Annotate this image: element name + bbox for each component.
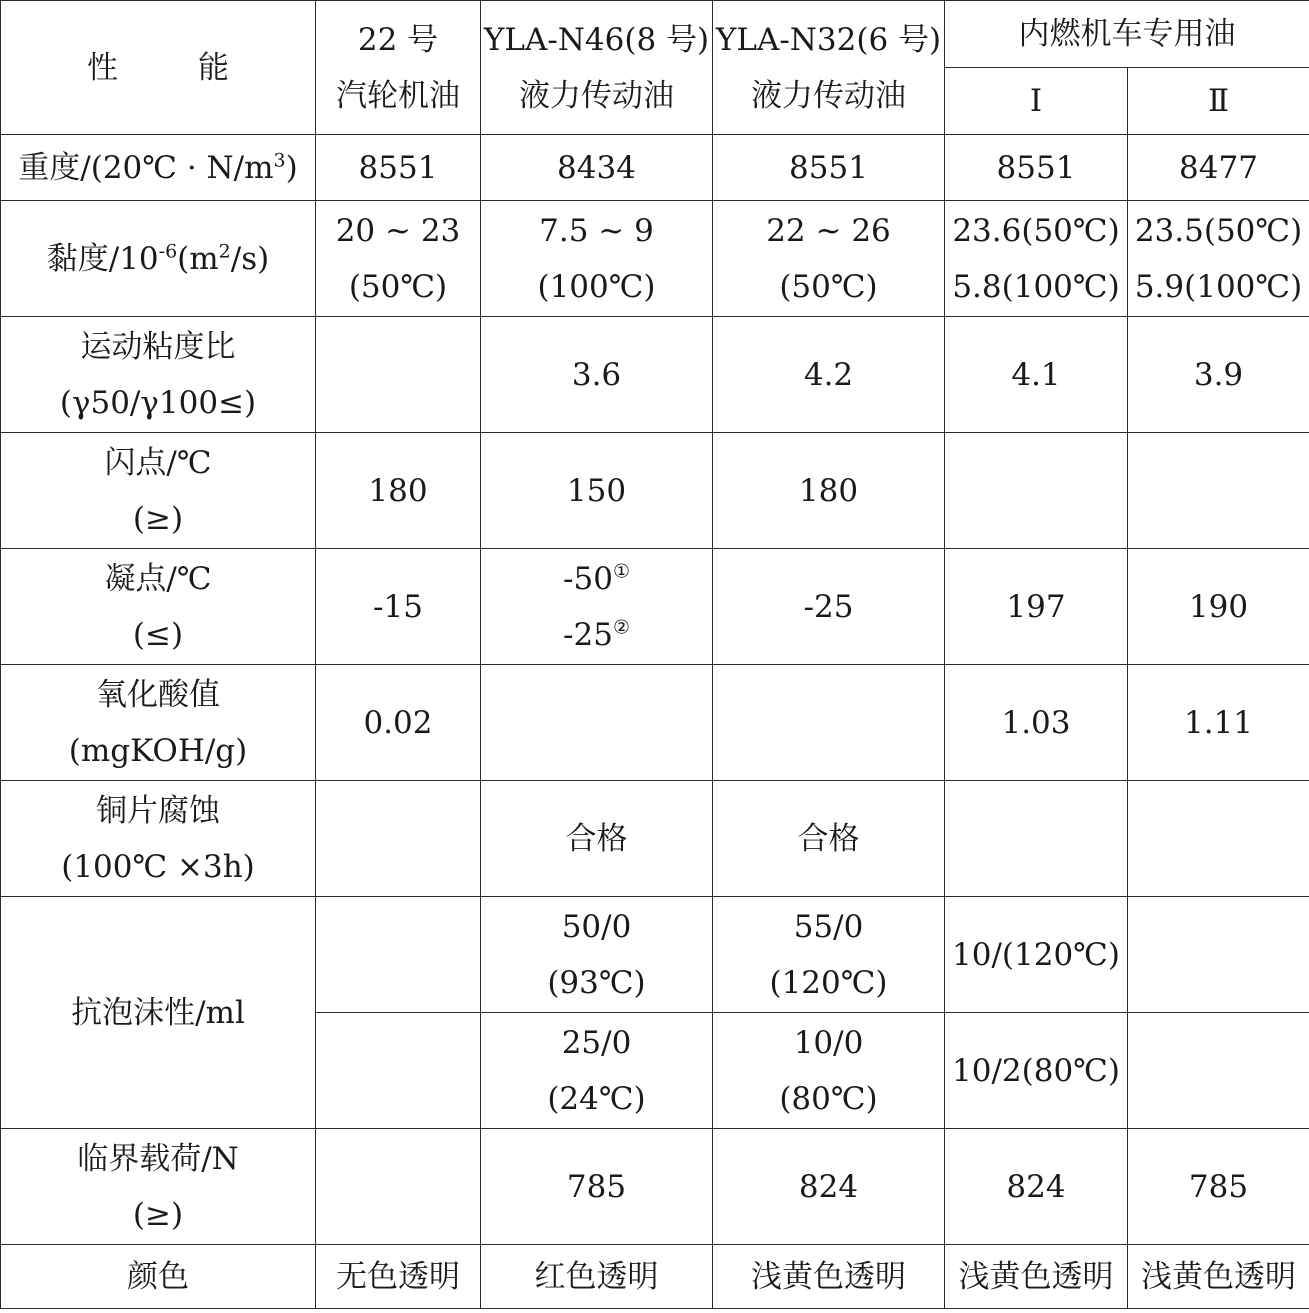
row-pour-point: [1, 549, 1309, 665]
foam-cell: [713, 1013, 945, 1129]
row-load-label: [1, 1129, 316, 1245]
foam-cell: 10/2(80℃): [945, 1013, 1128, 1129]
header-row-1: [1, 1, 1309, 68]
header-col2-line1: YLA-N46(8 号): [483, 21, 710, 58]
row-anti-foam-1: [1, 897, 1309, 1013]
flash-cell: [1128, 433, 1309, 549]
flash-label-line1: 闪点/℃: [104, 444, 212, 481]
ratio-label-line2: (γ50/γ100≤): [59, 384, 257, 421]
acid-cell: 0.02: [316, 665, 481, 781]
row-copper-label: [1, 781, 316, 897]
weight-cell: 8551: [316, 135, 481, 201]
viscosity-temp: 5.9(100℃): [1134, 268, 1303, 305]
acid-label-line2: (mgKOH/g): [68, 732, 248, 769]
header-property: [1, 1, 316, 135]
foam-value: 25/0: [561, 1024, 632, 1061]
color-cell: 浅黄色透明: [945, 1245, 1128, 1309]
ratio-cell: 4.2: [713, 317, 945, 433]
header-col-yla-n32: [713, 1, 945, 135]
copper-cell: 合格: [481, 781, 713, 897]
load-cell: [316, 1129, 481, 1245]
color-cell: 浅黄色透明: [1128, 1245, 1309, 1309]
header-sub-1: Ⅰ: [945, 68, 1128, 135]
flash-cell: 180: [316, 433, 481, 549]
row-color-label: 颜色: [1, 1245, 316, 1309]
weight-label-close: ): [285, 149, 298, 186]
viscosity-temp: (100℃): [537, 268, 656, 305]
foam-temp: (80℃): [779, 1080, 878, 1117]
row-acid-label: [1, 665, 316, 781]
pour-cell: -15: [316, 549, 481, 665]
flash-cell: 150: [481, 433, 713, 549]
viscosity-temp: (50℃): [348, 268, 448, 305]
ratio-cell: 4.1: [945, 317, 1128, 433]
pour-cell: 197: [945, 549, 1128, 665]
load-cell: 824: [945, 1129, 1128, 1245]
weight-label-sup: 3: [273, 149, 286, 172]
foam-cell: [713, 897, 945, 1013]
row-viscosity-label: [1, 201, 316, 317]
weight-cell: 8477: [1128, 135, 1309, 201]
header-sub-2: Ⅱ: [1128, 68, 1309, 135]
header-col-yla-n46: [481, 1, 713, 135]
footnote-mark-2: ②: [612, 616, 630, 639]
footnote-mark-1: ①: [612, 560, 630, 583]
row-pour-label: [1, 549, 316, 665]
header-col3-line2: 液力传动油: [751, 77, 906, 114]
viscosity-label-text: 黏度/10: [46, 240, 159, 277]
header-col1-line2: 汽轮机油: [336, 77, 460, 114]
foam-temp: (120℃): [769, 964, 888, 1001]
weight-cell: 8551: [945, 135, 1128, 201]
viscosity-cell: [316, 201, 481, 317]
pour-cell: 190: [1128, 549, 1309, 665]
row-ratio-label: [1, 317, 316, 433]
viscosity-label-sup2: 2: [218, 240, 231, 263]
copper-cell: [945, 781, 1128, 897]
load-cell: 785: [1128, 1129, 1309, 1245]
acid-cell: [481, 665, 713, 781]
copper-cell: 合格: [713, 781, 945, 897]
row-flash-point: [1, 433, 1309, 549]
viscosity-label-sup: -6: [158, 240, 178, 263]
copper-cell: [316, 781, 481, 897]
header-property-char1: 性: [87, 49, 118, 86]
row-flash-label: [1, 433, 316, 549]
color-cell: 无色透明: [316, 1245, 481, 1309]
viscosity-value: 23.5(50℃): [1134, 212, 1303, 249]
viscosity-label-close: /s): [230, 240, 270, 277]
acid-cell: 1.11: [1128, 665, 1309, 781]
pour-label-line2: (≤): [132, 616, 184, 653]
foam-value: 50/0: [561, 908, 632, 945]
copper-label-line2: (100℃ ×3h): [61, 848, 255, 885]
viscosity-value: 22 ~ 26: [766, 212, 891, 249]
color-cell: 红色透明: [481, 1245, 713, 1309]
viscosity-cell: [481, 201, 713, 317]
ratio-cell: [316, 317, 481, 433]
weight-cell: 8551: [713, 135, 945, 201]
acid-label-line1: 氧化酸值: [96, 676, 220, 713]
header-col2-line2: 液力传动油: [519, 77, 674, 114]
weight-cell: 8434: [481, 135, 713, 201]
foam-cell: 10/(120℃): [945, 897, 1128, 1013]
row-acid-value: [1, 665, 1309, 781]
row-critical-load: [1, 1129, 1309, 1245]
foam-cell: [481, 897, 713, 1013]
acid-cell: 1.03: [945, 665, 1128, 781]
viscosity-cell: [1128, 201, 1309, 317]
color-cell: 浅黄色透明: [713, 1245, 945, 1309]
foam-cell: [1128, 1013, 1309, 1129]
copper-label-line1: 铜片腐蚀: [96, 792, 220, 829]
weight-label-text: 重度/(20℃ · N/m: [18, 149, 274, 186]
header-col3-line1: YLA-N32(6 号): [715, 21, 942, 58]
row-foam-label: 抗泡沫性/ml: [1, 897, 316, 1129]
load-label-line2: (≥): [132, 1196, 184, 1233]
flash-cell: 180: [713, 433, 945, 549]
foam-cell: [316, 897, 481, 1013]
pour-value-a: [481, 551, 712, 607]
row-viscosity-ratio: [1, 317, 1309, 433]
pour-cell: -25: [713, 549, 945, 665]
ratio-cell: 3.9: [1128, 317, 1309, 433]
foam-cell: [481, 1013, 713, 1129]
pour-value-b: [481, 607, 712, 663]
row-color: [1, 1245, 1309, 1309]
copper-cell: [1128, 781, 1309, 897]
pour-cell: [481, 549, 713, 665]
viscosity-cell: [713, 201, 945, 317]
row-viscosity: [1, 201, 1309, 317]
viscosity-temp: 5.8(100℃): [952, 268, 1120, 305]
viscosity-cell: [945, 201, 1128, 317]
load-label-line1: 临界载荷/N: [77, 1140, 239, 1177]
flash-cell: [945, 433, 1128, 549]
row-weight: [1, 135, 1309, 201]
flash-label-line2: (≥): [132, 500, 184, 537]
row-copper-corrosion: [1, 781, 1309, 897]
load-cell: 824: [713, 1129, 945, 1245]
foam-cell: [1128, 897, 1309, 1013]
pour-value-b-text: -25: [563, 616, 613, 653]
ratio-cell: 3.6: [481, 317, 713, 433]
header-group-locomotive-oil: 内燃机车专用油: [945, 1, 1309, 68]
viscosity-value: 20 ~ 23: [335, 212, 461, 249]
ratio-label-line1: 运动粘度比: [80, 328, 236, 365]
header-property-char2: 能: [198, 49, 229, 86]
pour-value-a-text: -50: [563, 560, 613, 597]
foam-cell: [316, 1013, 481, 1129]
viscosity-temp: (50℃): [779, 268, 878, 305]
load-cell: 785: [481, 1129, 713, 1245]
viscosity-value: 23.6(50℃): [952, 212, 1120, 249]
foam-temp: (93℃): [547, 964, 646, 1001]
pour-label-line1: 凝点/℃: [104, 560, 212, 597]
header-col1-line1: 22 号: [357, 21, 439, 58]
viscosity-label-unit: (m: [177, 240, 219, 277]
viscosity-value: 7.5 ~ 9: [539, 212, 654, 249]
header-col-turbine-oil: [316, 1, 481, 135]
acid-cell: [713, 665, 945, 781]
foam-value: 55/0: [793, 908, 864, 945]
row-weight-label: [1, 135, 316, 201]
foam-temp: (24℃): [547, 1080, 646, 1117]
foam-value: 10/0: [793, 1024, 864, 1061]
